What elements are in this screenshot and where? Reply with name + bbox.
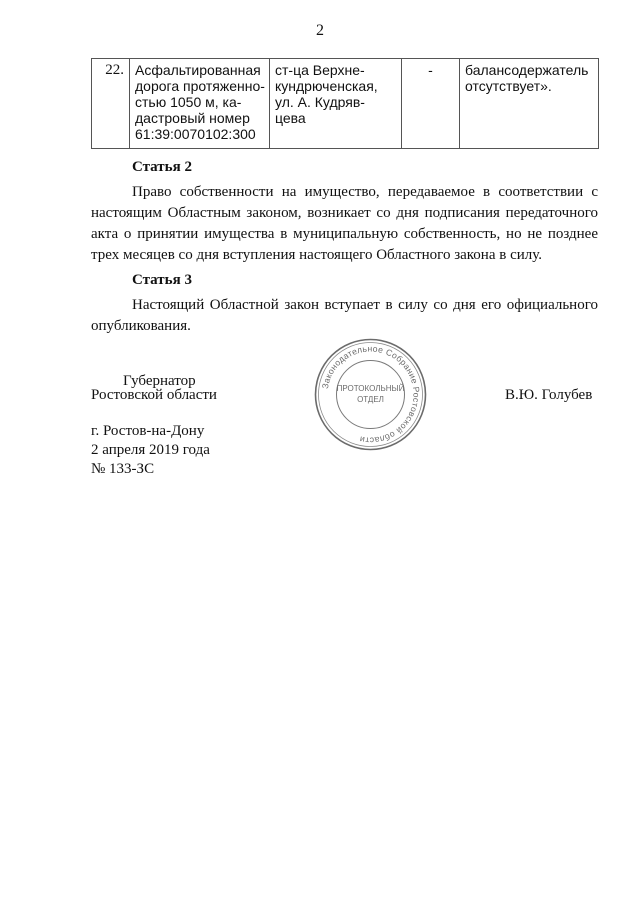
- article-3-line: Настоящий Областной закон вступает в силу со дня его официального: [132, 297, 598, 313]
- object-name-line: дорога протяженно-: [135, 78, 265, 94]
- law-details: [91, 422, 210, 479]
- governor-region: [91, 386, 217, 405]
- object-name-line: дастровый номер: [135, 110, 250, 126]
- object-name-cell: [130, 59, 270, 149]
- law-place: г. Ростов-на-Дону: [91, 423, 205, 439]
- object-address-line: цева: [275, 110, 306, 126]
- article-2-line: настоящим Областным законом, возникает со дня подписания передаточного: [91, 205, 598, 221]
- objects-table: [91, 58, 599, 149]
- article-3-text: [91, 295, 598, 337]
- svg-text:ПРОТОКОЛЬНЫЙ: ПРОТОКОЛЬНЫЙ: [336, 384, 405, 393]
- article-2-line: Право собственности на имущество, передаваемое в соответствии с: [132, 184, 598, 200]
- object-address-line: ст-ца Верхне-: [275, 62, 365, 78]
- article-3-line: опубликования.: [91, 318, 191, 334]
- governor-name: В.Ю. Голубев: [505, 387, 593, 403]
- article-2-line: трех месяцев со дня вступления настоящего Областного закона в силу.: [91, 247, 542, 263]
- svg-text:Законодательное Собрание Росто: Законодательное Собрание Ростовской области: [319, 343, 422, 446]
- empty-value-cell: -: [402, 59, 460, 149]
- article-3-heading: Статья 3: [132, 272, 192, 288]
- svg-text:ОТДЕЛ: ОТДЕЛ: [357, 395, 384, 404]
- table-row: [92, 59, 599, 149]
- article-2-heading: Статья 2: [132, 159, 192, 175]
- governor-region-line: Ростовской области: [91, 387, 217, 403]
- law-number: № 133-ЗС: [91, 461, 155, 477]
- law-date: 2 апреля 2019 года: [91, 442, 210, 458]
- official-stamp: [313, 337, 428, 452]
- object-name-line: 61:39:0070102:300: [135, 126, 256, 142]
- governor-title-line: Губернатор: [123, 373, 196, 389]
- article-2-line: акта о принятии имущества в муниципальную собственность, но не позднее: [91, 226, 598, 242]
- article-2-text: [91, 182, 598, 266]
- balance-holder-line: балансодержатель: [465, 62, 589, 78]
- page-number: 2: [316, 22, 324, 39]
- object-address-cell: [270, 59, 402, 149]
- object-address-line: кундрюченская,: [275, 78, 378, 94]
- balance-holder-line: отсутствует».: [465, 78, 552, 94]
- row-number: 22.: [92, 59, 130, 149]
- object-name-line: стью 1050 м, ка-: [135, 94, 242, 110]
- balance-holder-cell: [460, 59, 599, 149]
- object-address-line: ул. А. Кудряв-: [275, 94, 365, 110]
- object-name-line: Асфальтированная: [135, 62, 261, 78]
